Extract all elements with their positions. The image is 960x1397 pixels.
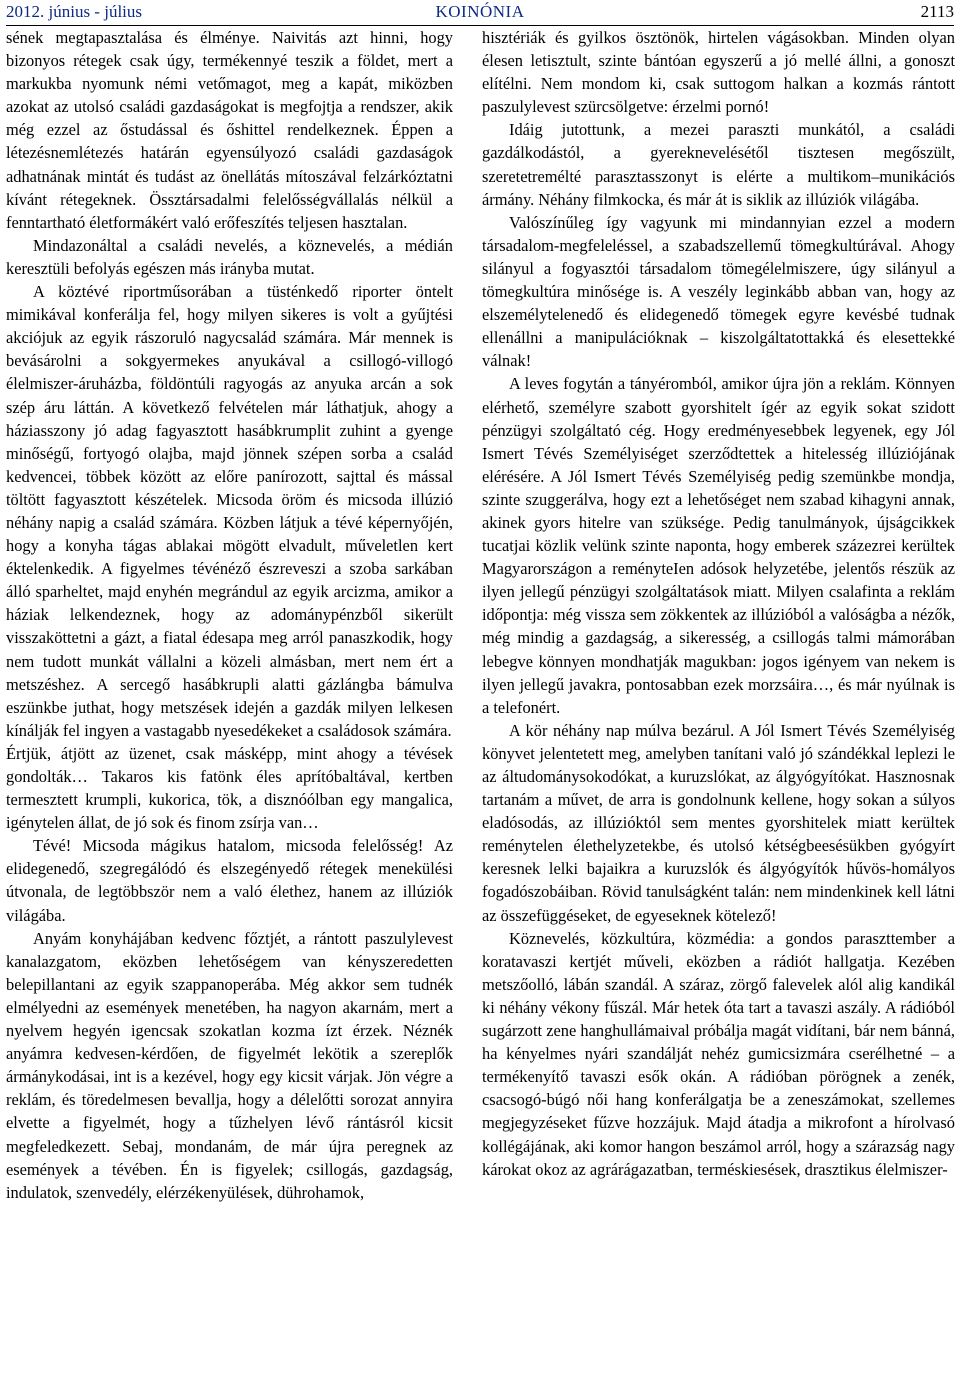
left-column: [6, 26, 453, 1204]
paragraph: Tévé! Micsoda mágikus hatalom, micsoda felelősség! Az elidegenedő, szegregálódó és elszegényedő rétegek menekülési útvonala, de legtöbbször nem a való élethez, hanem az illúziók világába.: [6, 836, 453, 925]
paragraph: Idáig jutottunk, a mezei paraszti munkától, a családi gazdálkodástól, a gyereknevelésétől tisztesen megőszült, szeretetremélté parasztasszonyt is elérte a multikom–munikációs ármány. Néhány filmkocka, és már át is siklik az illúziók világába.: [482, 120, 955, 209]
paragraph: A köztévé riportműsorában a tüsténkedő riporter öntelt mimikával konferálja fel, hogy milyen sikeres is volt a gyűjtési akciójuk az egyik rászoruló nagycsalád számára. Már mennek is bevásárolni a sokgyermekes anyukával a csillogó-villogó élelmiszer-áruházba, földöntúli ragyogás az anyuka arcán a sok szép áru láttán. A következő felvételen már láthatjuk, ahogy a háziasszony jó adag fagyasztott hasábkrumplit zuhint a gyenge minőségű, fortyogó olajba, majd jönnek szépen sorba a család kedvencei, többek között az előre panírozott, sajttal és mással töltött fagyasztott készételek. Micsoda öröm és micsoda illúzió néhány napig a család számára. Közben látjuk a tévé képernyőjén, hogy a konyha tágas ablakai mögött elvadult, műveletlen kert éktelenkedik. A figyelmes tévénéző észreveszi a szoba sarkában álló sparheltet, majd enyhén megrándul az egyik arcizma, amikor a háziak lelkendeznek, hogy az adománypénzből sikerült visszaköttetni a gázt, a fiatal édesapa meg arról panaszkodik, hogy nem tudott munkát vállalni a közeli almásban, mert nem ért a metszéshez. A sercegő hasábkrupli alatti gázlángba bámulva eszünkbe juthat, hogy metszések idején a gazdák milyen lelkesen kínálják fel ingyen a vastagabb nyesedékeket a családosok számára.: [6, 282, 453, 740]
journal-title: KOINÓNIA: [435, 2, 525, 21]
page-number: 2113: [920, 2, 954, 21]
paragraph: Értjük, átjött az üzenet, csak másképp, mint ahogy a tévések gondolták… Takaros kis fatönk éles aprítóbaltával, kertben termesztett krumpli, kukorica, tök, a disznóólban egy mangalica, igénytelen állat, de jó sok és finom zsírja van…: [6, 743, 453, 833]
paragraph: Mindazonáltal a családi nevelés, a köznevelés, a médián keresztüli befolyás egészen más irányba mutat.: [6, 235, 453, 278]
right-column: [482, 26, 955, 1181]
paragraph: Valószínűleg így vagyunk mi mindannyian ezzel a modern társadalom-megfeleléssel, a szabadszellemű tömegkultúrával. Ahogy silányul a fogyasztói társadalom tömegélelmiszere, úgy silányul a tömegkultúra minősége is. A veszély leginkább abban van, hogy az elszemélytelenedő és elidegenedő tömegek egyre kevésbé tudnak ellenállni a manipulációknak – kiszolgáltatottakká és elesettekké válnak!: [482, 212, 955, 371]
paragraph: hisztériák és gyilkos ösztönök, hirtelen vágásokban. Minden olyan élesen letisztult, szinte bántóan egyszerű a jó mellé állni, a gonoszt elítélni. Nem mondom ki, csak suttogom halkan a kozmás rántott paszulylevest szürcsölgetve: érzelmi pornó!: [482, 28, 955, 117]
paragraph: Anyám konyhájában kedvenc főztjét, a rántott paszulylevest kanalazgatom, eközben lehetőségem van kényszeredetten belepillantani az egyik szappanoperába. Még akkor sem tudnék elmélyedni az események menetében, ha nagyon akarnám, mert a nyelvem hegyén igencsak szokatlan kozma ízt érzek. Néznék anyámra kedvesen-kérdően, de figyelmét lekötik a szereplők ármánykodásai, int is a kezével, hogy egy kicsit várjak. Jön végre a reklám, és töredelmesen bevallja, hogy a délelőtti sorozat annyira elvette a figyelmét, hogy a tűzhelyen lévő rántásról kicsit megfeledkezett. Sebaj, mondanám, de már újra peregnek az események a tévében. Én is figyelek; csillogás, gazdagság, indulatok, szenvedély, elérzékenyülések, dührohamok,: [6, 928, 453, 1202]
issue-date: 2012. június - július: [6, 2, 143, 21]
paragraph: A leves fogytán a tányéromból, amikor újra jön a reklám. Könnyen elérhető, személyre szabott gyorshitelt ígér az egyik sokat szidott pénzügyi szolgáltató cég. Hogy eredményesebbek legyenek, egy Jól Ismert Tévés Személyiséget szerződtettek a hitelesség illúziójának elérésére. A Jól Ismert Tévés Személyiség pedig szemünkbe mondja, szinte szuggerálva, hogy ezt a lehetőséget nem szabad kihagyni annak, akinek gyors hitelre van szüksége. Pedig tanulmányok, újságcikkek tucatjai közlik velünk szinte naponta, hogy emberek százezrei kerültek Magyarországon a reményteIen adósok helyzetébe, jelentős részük az ilyen jellegű pénzügyi szolgáltatások miatt. Milyen csalafinta a reklám időpontja: még vissza sem zökkentek az illúzióból a valóságba a nézők, még mindig a gazdagság, a sikeresség, a csillogás talmi mámorában lebegve könnyen mondhatják magukban: jogos igényem van nekem is ilyen jellegű javakra, pontosabban ezek morzsáira…, és már nyúlnak is a telefonért.: [482, 374, 955, 717]
paragraph: sének megtapasztalása és élménye. Naivitás azt hinni, hogy bizonyos rétegek csak úgy, termékennyé teszik a földet, mert a markukba nyomunk némi vetőmagot, meg a kapát, miközben azokat az utolsó családi gazdaságokat is megfojtja a rendszer, akik még ezzel az őstudással és őshittel rendelkeznek. Éppen a létezésnemlétezés határán egyensúlyozó családi gazdaságok adhatnának mintát és tudást az önellátás mítoszával felzárkóztatni kívánt rétegeknek. Össztársadalmi felelősségvállalás nélkül a fenntartható életformákért való erőfeszítés teljesen hasztalan.: [6, 28, 453, 232]
paragraph: A kör néhány nap múlva bezárul. A Jól Ismert Tévés Személyiség könyvet jelentetett meg, amelyben tanítani való jó szándékkal leplezi le az áltudománysokodókat, a kuruzslókat, az álgyógyítókat. Hasznosnak tartanám a művet, de arra is gondolnunk kellene, hogy sokan a súlyos eladósodás, az illúzióktól sem mentes gyorshitelek miatt kerültek reménytelen élethelyzetekbe, és utolsó kétségbeesésükben gyógyírt keresnek lelki bajaikra a kuruzslók és álgyógyítók hűvös-homályos fogadószobáiban. Rövid tanulságként talán: nem mindenkinek kell látni az összefüggéseket, de egyeseknek kötelező!: [482, 720, 955, 925]
page-header: [6, 2, 954, 24]
paragraph: Köznevelés, közkultúra, közmédia: a gondos paraszttember a koratavaszi kertjét műveli, eközben a rádiót hallgatja. Kezében metszőolló, lábán szandál. A száraz, zörgő falevelek alól alig kandikál ki néhány vékony fűszál. Már hetek óta tart a tavaszi aszály. A rádióból sugárzott zene hanghullámaival próbálja magát vidítani, bár nem bánná, ha kényelmes nyári szandálját nehéz gumicsizmára cserélhetné – a termékenyítő tavaszi esők okán. A rádióban pörögnek a zenék, csacsogó-búgó női hang konferálgatja be a zeneszámokat, szellemes megjegyzéseket fűzve hozzájuk. Majd átadja a mikrofont a hírolvasó kollégájának, aki komor hangon beszámol arról, hogy a szárazság nagy károkat okoz az agrárágazatban, terméskiesések, drasztikus élelmiszer-: [482, 928, 955, 1179]
